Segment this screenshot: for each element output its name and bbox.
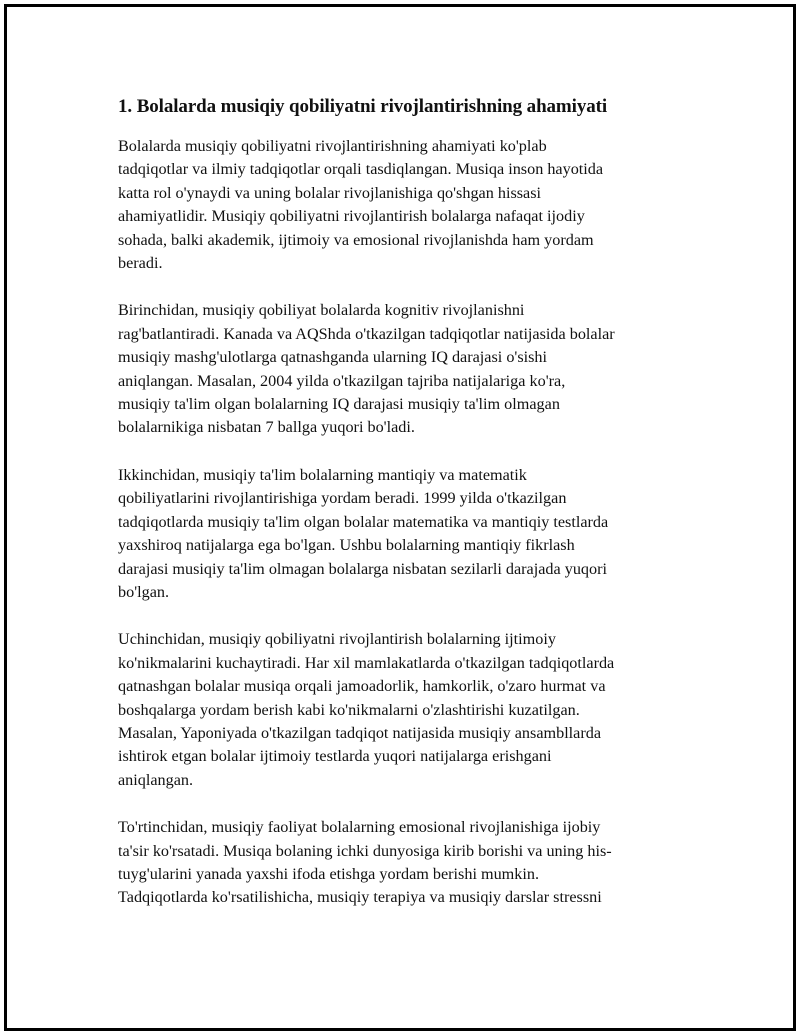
- text-line: ko'nikmalarini kuchaytiradi. Har xil mamlakatlarda o'tkazilgan tadqiqotlarda: [118, 653, 615, 672]
- text-line: tadqiqotlarda musiqiy ta'lim olgan bolalar matematika va mantiqiy testlarda: [118, 512, 609, 531]
- paragraph-5: [118, 816, 684, 910]
- text-line: bolalarnikiga nisbatan 7 ballga yuqori bo'ladi.: [118, 418, 415, 437]
- text-line: bo'lgan.: [118, 582, 170, 601]
- text-line: ishtirok etgan bolalar ijtimoiy testlarda yuqori natijalarga erishgani: [118, 747, 552, 766]
- text-line: rag'batlantiradi. Kanada va AQShda o'tkazilgan tadqiqotlar natijasida bolalar: [118, 324, 615, 343]
- text-line: tadqiqotlar va ilmiy tadqiqotlar orqali tasdiqlangan. Musiqa inson hayotida: [118, 160, 604, 179]
- text-line: musiqiy ta'lim olgan bolalarning IQ darajasi musiqiy ta'lim olmagan: [118, 395, 560, 414]
- text-line: Bolalarda musiqiy qobiliyatni rivojlantirishning ahamiyati ko'plab: [118, 137, 547, 155]
- text-line: Uchinchidan, musiqiy qobiliyatni rivojlantirish bolalarning ijtimoiy: [118, 630, 556, 649]
- text-line: sohada, balki akademik, ijtimoiy va emosional rivojlanishda ham yordam: [118, 230, 594, 249]
- text-line: katta rol o'ynaydi va uning bolalar rivojlanishiga qo'shgan hissasi: [118, 183, 542, 202]
- text-line: ahamiyatlidir. Musiqiy qobiliyatni rivojlantirish bolalarga nafaqat ijodiy: [118, 207, 585, 226]
- text-line: aniqlangan. Masalan, 2004 yilda o'tkazilgan tajriba natijalariga ko'ra,: [118, 371, 566, 390]
- text-line: Tadqiqotlarda ko'rsatilishicha, musiqiy terapiya va musiqiy darslar stressni: [118, 888, 602, 907]
- paragraph-2: [118, 299, 684, 439]
- text-line: qatnashgan bolalar musiqa orqali jamoadorlik, hamkorlik, o'zaro hurmat va: [118, 677, 606, 696]
- text-line: yaxshiroq natijalarga ega bo'lgan. Ushbu bolalarning mantiqiy fikrlash: [118, 536, 575, 555]
- text-line: musiqiy mashg'ulotlarga qatnashganda ularning IQ darajasi o'sishi: [118, 348, 548, 367]
- text-line: boshqalarga yordam berish kabi ko'nikmalarni o'zlashtirishi kuzatilgan.: [118, 700, 580, 719]
- text-line: Ikkinchidan, musiqiy ta'lim bolalarning mantiqiy va matematik: [118, 465, 527, 484]
- section-heading: 1. Bolalarda musiqiy qobiliyatni rivojlantirishning ahamiyati: [118, 96, 608, 117]
- text-line: Birinchidan, musiqiy qobiliyat bolalarda kognitiv rivojlanishni: [118, 301, 525, 320]
- document-body: [118, 94, 684, 934]
- text-line: aniqlangan.: [118, 770, 194, 789]
- paragraph-4: [118, 628, 684, 792]
- text-line: Masalan, Yaponiyada o'tkazilgan tadqiqot natijasida musiqiy ansambllarda: [118, 723, 602, 742]
- paragraph-1: [118, 135, 684, 275]
- text-line: qobiliyatlarini rivojlantirishiga yordam beradi. 1999 yilda o'tkazilgan: [118, 489, 567, 508]
- text-line: beradi.: [118, 254, 163, 273]
- text-line: To'rtinchidan, musiqiy faoliyat bolalarning emosional rivojlanishiga ijobiy: [118, 818, 601, 837]
- text-line: ta'sir ko'rsatadi. Musiqa bolaning ichki dunyosiga kirib borishi va uning his-: [118, 841, 612, 860]
- text-line: tuyg'ularini yanada yaxshi ifoda etishga yordam berishi mumkin.: [118, 864, 540, 883]
- text-line: darajasi musiqiy ta'lim olmagan bolalarga nisbatan sezilarli darajada yuqori: [118, 559, 607, 578]
- paragraph-3: [118, 464, 684, 604]
